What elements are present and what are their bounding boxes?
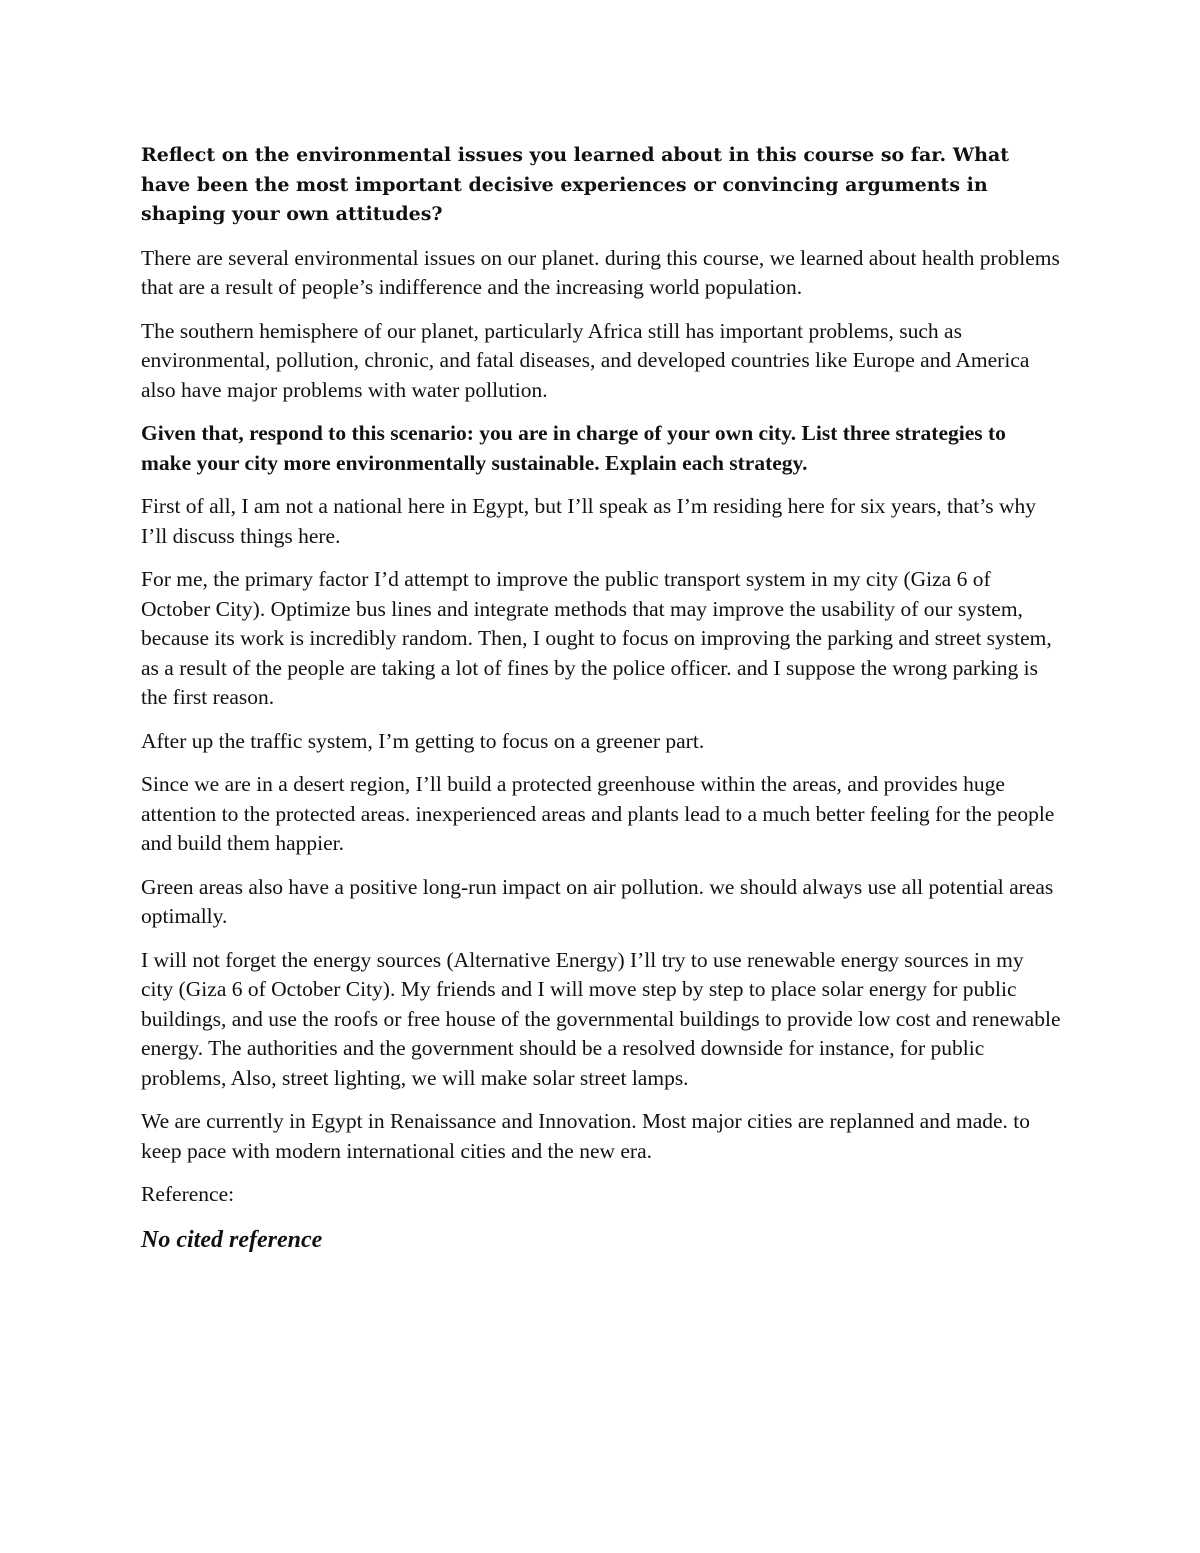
answer-paragraph: There are several environmental issues on our planet. during this course, we learned about health problems that are a result of people’s indifference and the increasing world population. xyxy=(141,245,1060,299)
question-heading-1: Reflect on the environmental issues you learned about in this course so far. What have been the most important decisive experiences or convincing arguments in shaping your own attitudes? xyxy=(141,144,1010,225)
answer-paragraph: Green areas also have a positive long-run impact on air pollution. we should always use all potential areas optimally. xyxy=(141,874,1054,928)
answer-paragraph: We are currently in Egypt in Renaissance and Innovation. Most major cities are replanned and made. to keep pace with modern international cities and the new era. xyxy=(141,1109,1031,1163)
answer-paragraph: After up the traffic system, I’m getting to focus on a greener part. xyxy=(141,728,705,753)
answer-paragraph: I will not forget the energy sources (Alternative Energy) I’ll try to use renewable energy sources in my city (Giza 6 of October City). My friends and I will move step by step to place solar energy for public buildings, and use the roofs or free house of the governmental buildings to provide low cost and renewable energy. The authorities and the government should be a resolved downside for instance, for public problems, Also, street lighting, we will make solar street lamps. xyxy=(141,947,1061,1090)
reference-label: Reference: xyxy=(141,1182,235,1206)
question-heading-2: Given that, respond to this scenario: you are in charge of your own city. List three strategies to make your city more environmentally sustainable. Explain each strategy. xyxy=(141,421,1006,475)
answer-paragraph: Since we are in a desert region, I’ll build a protected greenhouse within the areas, and provides huge attention to the protected areas. inexperienced areas and plants lead to a much better feeling for the people and build them happier. xyxy=(141,772,1055,855)
answer-paragraph: The southern hemisphere of our planet, particularly Africa still has important problems, such as environmental, pollution, chronic, and fatal diseases, and developed countries like Europe and America also have major problems with water pollution. xyxy=(141,318,1030,402)
reference-value: No cited reference xyxy=(141,1226,323,1253)
answer-paragraph: For me, the primary factor I’d attempt to improve the public transport system in my city (Giza 6 of October City). Optimize bus lines and integrate methods that may improve the usability of our system, because its work is incredibly random. Then, I ought to focus on improving the parking and street system, as a result of the people are taking a lot of fines by the police officer. and I suppose the wrong parking is the first reason. xyxy=(141,567,1052,709)
answer-paragraph: First of all, I am not a national here in Egypt, but I’ll speak as I’m residing here for six years, that’s why I’ll discuss things here. xyxy=(141,494,1037,548)
document-body xyxy=(141,141,1061,1256)
